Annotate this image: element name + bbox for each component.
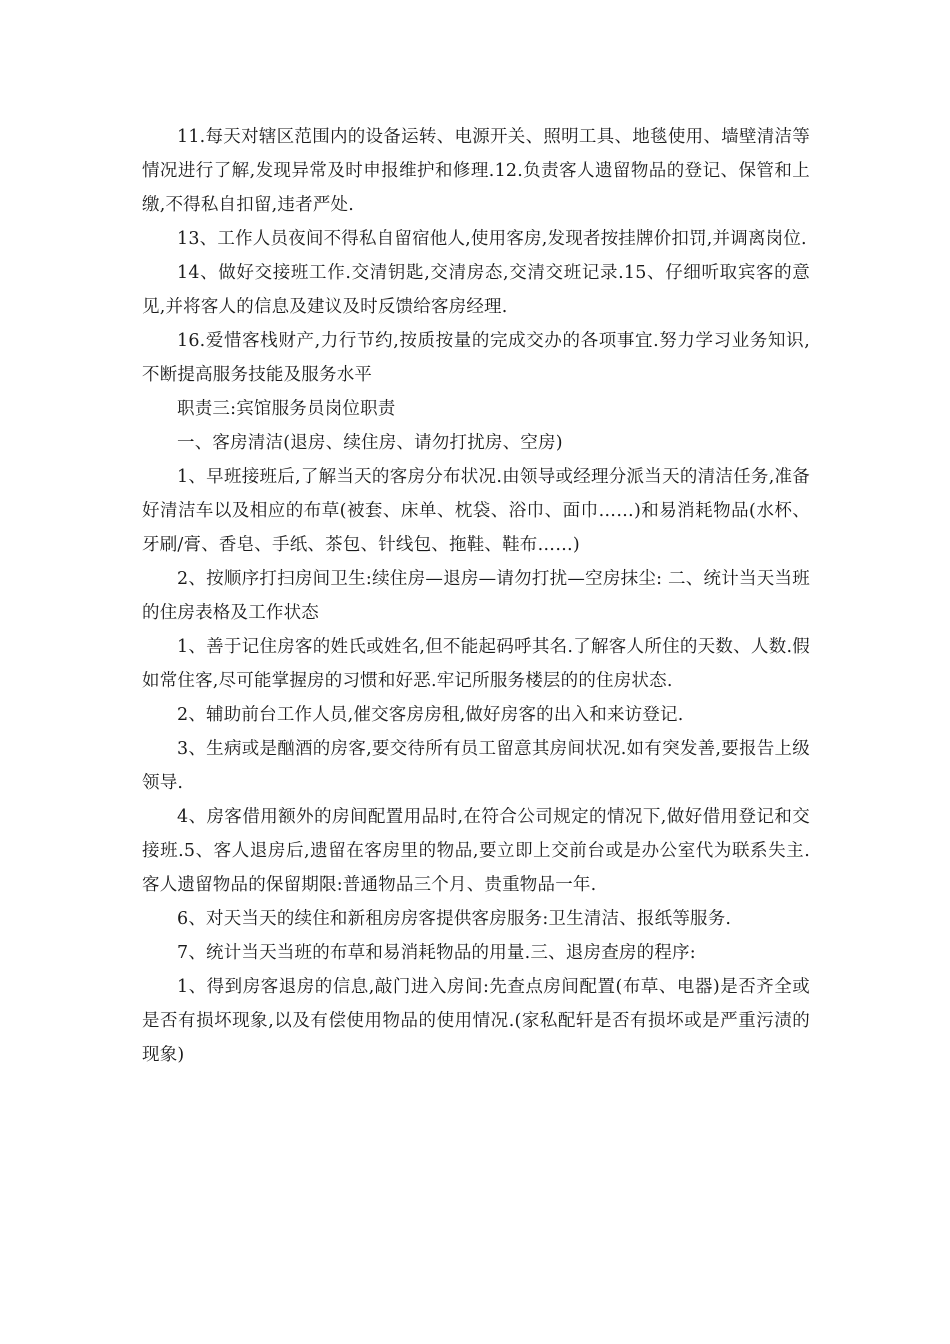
paragraph-item-14-15: 14、做好交接班工作.交清钥匙,交清房态,交清交班记录.15、仔细听取宾客的意见,并将客人的信息及建议及时反馈给客房经理. [142,263,810,317]
paragraph-stats-step-2: 2、辅助前台工作人员,催交客房房租,做好房客的出入和来访登记. [177,705,684,725]
paragraph-cleaning-step-2: 2、按顺序打扫房间卫生:续住房—退房—请勿打扰—空房抹尘: 二、统计当天当班的住房表格及工作状态 [142,569,810,623]
subsection-heading-room-cleaning: 一、客房清洁(退房、续住房、请勿打扰房、空房) [177,433,563,453]
paragraph-stats-step-4-5: 4、房客借用额外的房间配置用品时,在符合公司规定的情况下,做好借用登记和交接班.5、客人退房后,遗留在客房里的物品,要立即上交前台或是办公室代为联系失主.客人遗留物品的保留期限:普通物品三个月、贵重物品一年. [142,807,810,895]
paragraph-stats-step-3: 3、生病或是酗酒的房客,要交待所有员工留意其房间状况.如有突发善,要报告上级领导. [142,739,810,793]
paragraph-cleaning-step-1: 1、早班接班后,了解当天的客房分布状况.由领导或经理分派当天的清洁任务,准备好清洁车以及相应的布草(被套、床单、枕袋、浴巾、面巾……)和易消耗物品(水杯、牙刷/膏、香皂、手纸、茶包、针线包、拖鞋、鞋布……) [142,467,810,555]
paragraph-stats-step-7: 7、统计当天当班的布草和易消耗物品的用量.三、退房查房的程序: [177,943,696,963]
document-body [142,120,810,1072]
paragraph-item-16: 16.爱惜客栈财产,力行节约,按质按量的完成交办的各项事宜.努力学习业务知识,不断提高服务技能及服务水平 [142,331,810,385]
paragraph-item-13: 13、工作人员夜间不得私自留宿他人,使用客房,发现者按挂牌价扣罚,并调离岗位. [177,229,807,249]
paragraph-stats-step-6: 6、对天当天的续住和新租房房客提供客房服务:卫生清洁、报纸等服务. [177,909,732,929]
paragraph-checkout-step-1: 1、得到房客退房的信息,敲门进入房间:先查点房间配置(布草、电器)是否齐全或是否有损坏现象,以及有偿使用物品的使用情况.(家私配轩是否有损坏或是严重污渍的现象) [142,977,810,1065]
paragraph-item-11-12: 11.每天对辖区范围内的设备运转、电源开关、照明工具、地毯使用、墙壁清洁等情况进行了解,发现异常及时申报维护和修理.12.负责客人遗留物品的登记、保管和上缴,不得私自扣留,违者严处. [142,127,810,215]
section-heading-duty-three: 职责三:宾馆服务员岗位职责 [177,399,396,419]
paragraph-stats-step-1: 1、善于记住房客的姓氏或姓名,但不能起码呼其名.了解客人所住的天数、人数.假如常住客,尽可能掌握房的习惯和好恶.牢记所服务楼层的的住房状态. [142,637,810,691]
